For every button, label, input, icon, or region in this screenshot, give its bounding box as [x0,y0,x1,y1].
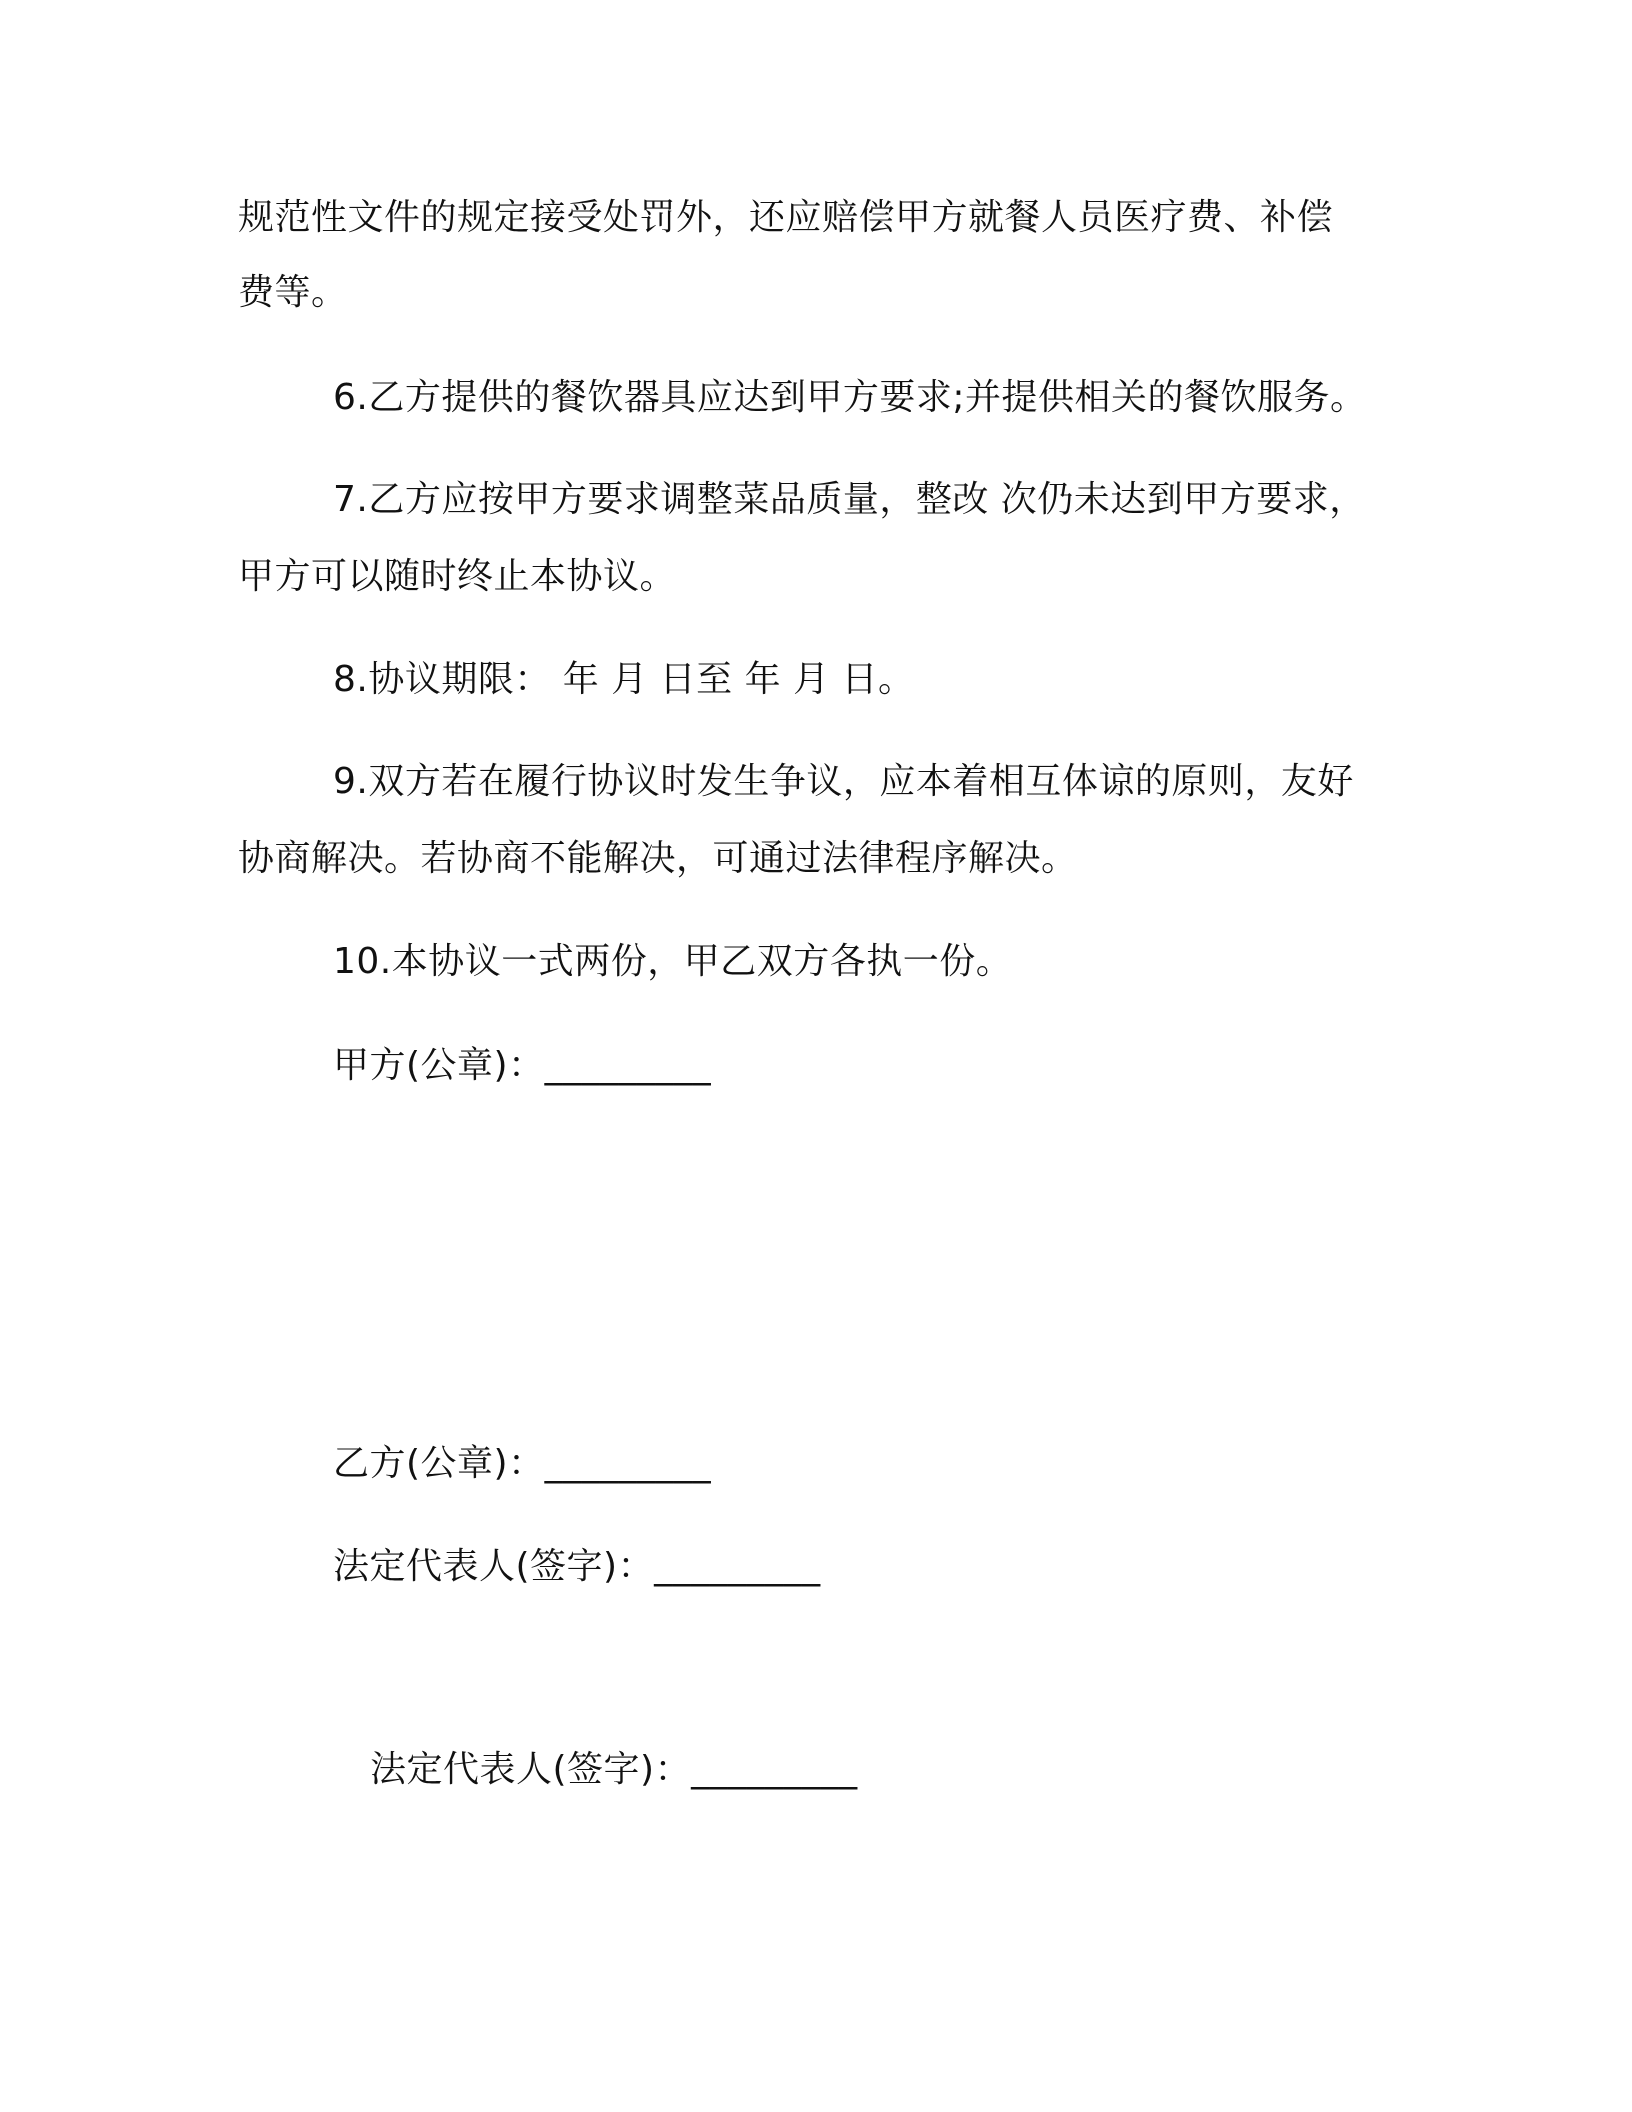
paragraph-line: 甲方可以随时终止本协议。 [238,556,677,597]
signature-legal-rep-1: 法定代表人(签字)：_________ [333,1546,821,1587]
clause-9: 9.双方若在履行协议时发生争议，应本着相互体谅的原则，友好 [333,761,1354,802]
paragraph-line: 协商解决。若协商不能解决，可通过法律程序解决。 [238,838,1078,879]
clause-8: 8.协议期限： 年 月 日至 年 月 日。 [333,659,915,700]
clause-10: 10.本协议一式两份，甲乙双方各执一份。 [333,941,1013,982]
clause-7: 7.乙方应按甲方要求调整菜品质量，整改 次仍未达到甲方要求， [333,479,1366,520]
signature-party-b: 乙方(公章)：_________ [333,1443,712,1484]
signature-party-a: 甲方(公章)：_________ [333,1045,712,1086]
paragraph-line: 费等。 [238,272,348,313]
paragraph-line: 规范性文件的规定接受处罚外，还应赔偿甲方就餐人员医疗费、补偿 [238,197,1334,238]
clause-6: 6.乙方提供的餐饮器具应达到甲方要求;并提供相关的餐饮服务。 [333,377,1367,418]
signature-legal-rep-2: 法定代表人(签字)：_________ [370,1749,858,1790]
